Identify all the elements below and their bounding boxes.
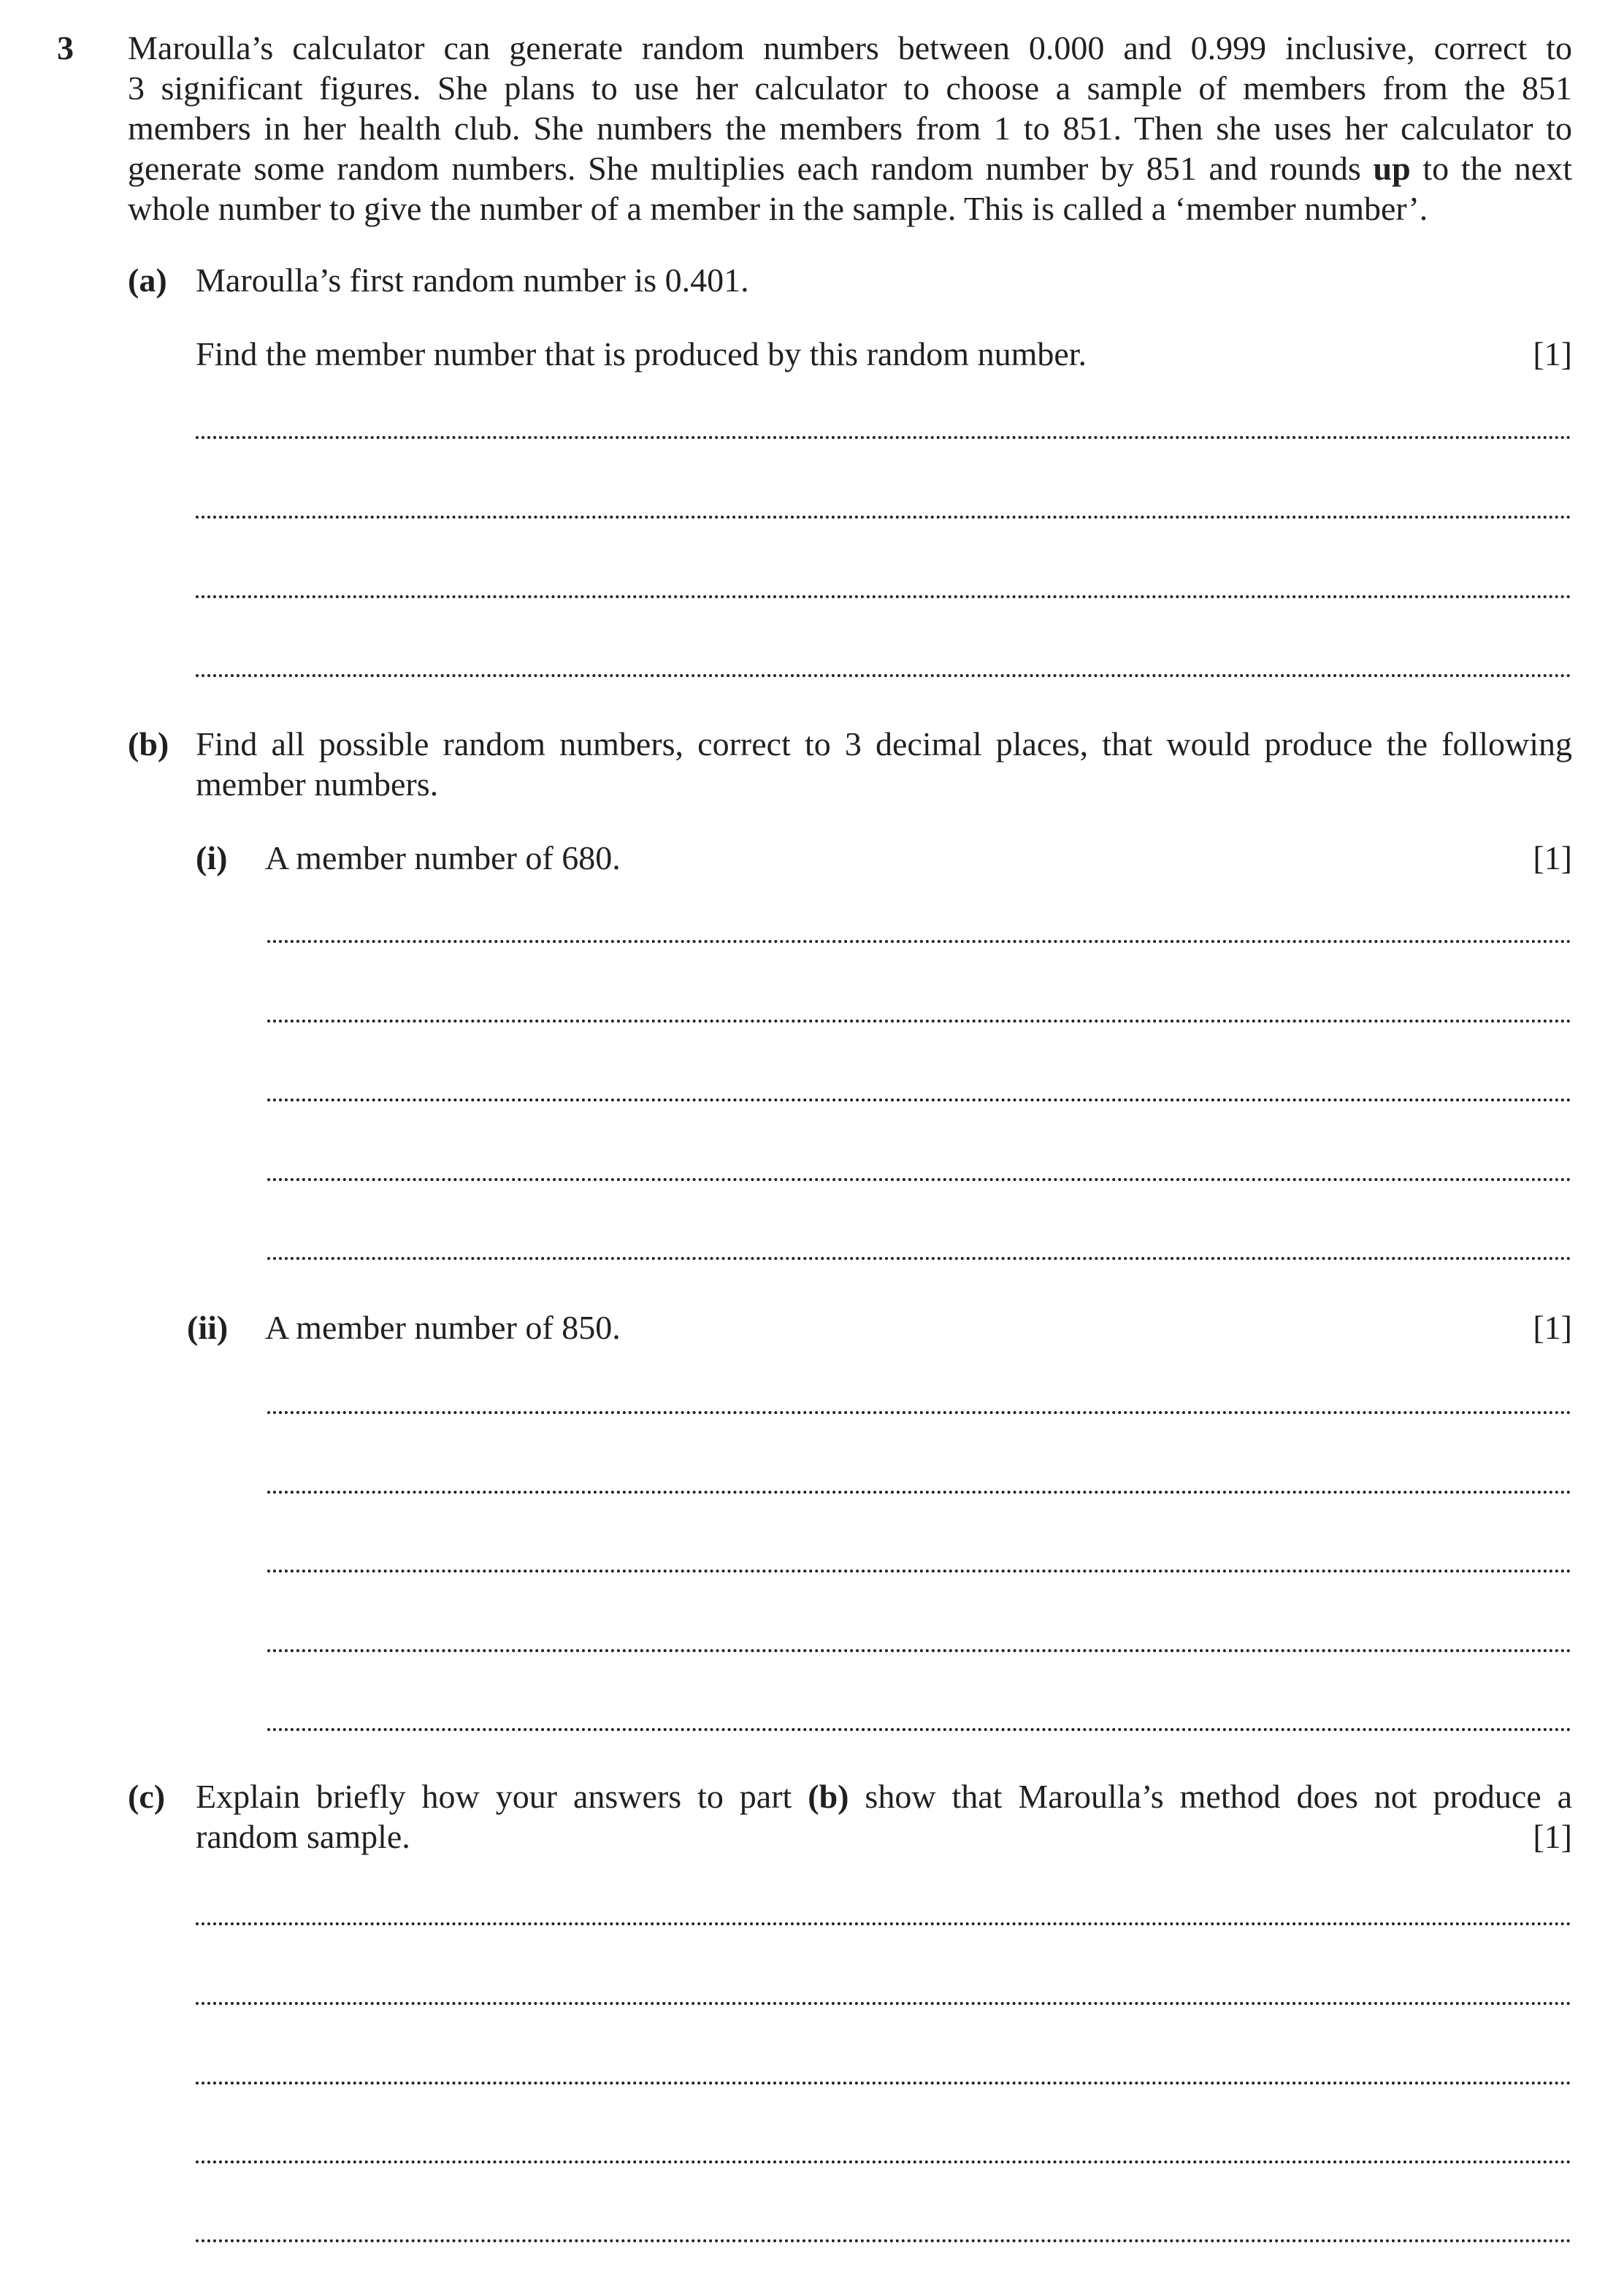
part-c-text — [196, 1776, 1572, 1857]
answer-line-a-1[interactable] — [196, 436, 1571, 439]
answer-line-c-3[interactable] — [196, 2082, 1571, 2085]
answer-line-b-i-1[interactable] — [267, 940, 1571, 943]
stem-bold-up: up — [1373, 150, 1411, 187]
part-c-bold-b: (b) — [808, 1778, 849, 1815]
question-stem — [128, 28, 1572, 229]
part-b-line1: Find all possible random numbers, correct to 3 decimal places, that would produce the following — [196, 725, 1572, 763]
answer-line-a-3[interactable] — [196, 595, 1571, 598]
stem-line-1: Maroulla’s calculator can generate random numbers between 0.000 and 0.999 inclusive, correct to — [128, 29, 1572, 66]
question-number: 3 — [57, 29, 74, 66]
part-b-i-label: (i) — [196, 839, 228, 876]
answer-line-c-4[interactable] — [196, 2160, 1571, 2163]
stem-line-2: 3 significant figures. She plans to use her calculator to choose a sample of members from the 851 — [128, 69, 1572, 107]
answer-line-b-i-2[interactable] — [267, 1020, 1571, 1023]
part-b-i-marks: [1] — [1533, 839, 1572, 876]
part-b-ii-label: (ii) — [187, 1309, 229, 1346]
answer-line-b-ii-2[interactable] — [267, 1491, 1571, 1494]
answer-line-c-2[interactable] — [196, 2002, 1571, 2005]
part-b-ii-text: A member number of 850. — [265, 1309, 621, 1346]
answer-line-a-2[interactable] — [196, 516, 1571, 519]
part-a-label: (a) — [128, 261, 167, 299]
answer-line-b-i-3[interactable] — [267, 1099, 1571, 1101]
answer-line-b-i-4[interactable] — [267, 1178, 1571, 1181]
answer-line-b-ii-4[interactable] — [267, 1649, 1571, 1652]
part-c-marks: [1] — [1533, 1818, 1572, 1855]
part-b-label: (b) — [128, 725, 169, 763]
part-b-ii-marks: [1] — [1533, 1309, 1572, 1346]
part-a-line1: Maroulla’s first random number is 0.401. — [196, 261, 749, 299]
answer-line-b-ii-1[interactable] — [267, 1411, 1571, 1414]
part-a-instruction: Find the member number that is produced by this random number. — [196, 335, 1087, 372]
part-c-line2: random sample. — [196, 1818, 410, 1855]
stem-line-4: generate some random numbers. She multiplies each random number by 851 and rounds up to the next — [128, 150, 1573, 187]
answer-line-c-1[interactable] — [196, 1922, 1571, 1925]
stem-line-3: members in her health club. She numbers the members from 1 to 851. Then she uses her calculator to — [128, 110, 1572, 147]
part-a-marks: [1] — [1533, 335, 1572, 372]
part-c-label: (c) — [128, 1778, 166, 1815]
part-c-line1: Explain briefly how your answers to part (b) show that Maroulla’s method does not produce a — [196, 1778, 1573, 1815]
part-b-text — [196, 724, 1572, 804]
answer-line-b-i-5[interactable] — [267, 1257, 1571, 1260]
answer-line-a-4[interactable] — [196, 674, 1571, 677]
part-b-line2: member numbers. — [196, 765, 439, 803]
answer-line-c-5[interactable] — [196, 2239, 1571, 2242]
part-b-i-text: A member number of 680. — [265, 839, 621, 876]
answer-line-b-ii-5[interactable] — [267, 1728, 1571, 1731]
answer-line-b-ii-3[interactable] — [267, 1570, 1571, 1573]
stem-line-5: whole number to give the number of a member in the sample. This is called a ‘member number’. — [128, 190, 1428, 227]
